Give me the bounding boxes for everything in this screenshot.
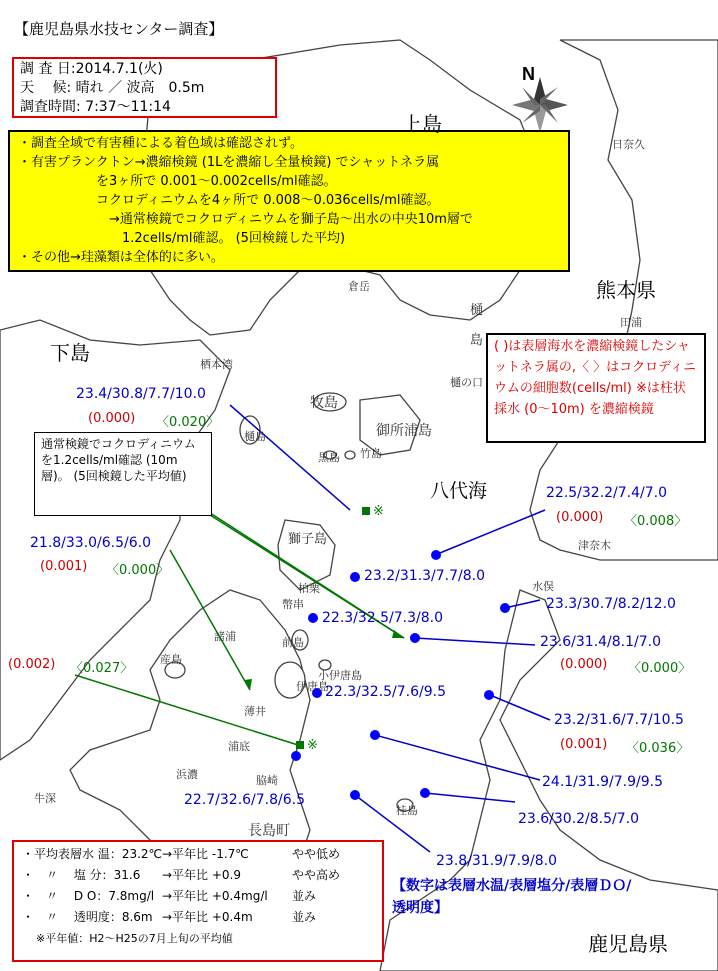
place-name: 島 <box>470 333 484 348</box>
summary-box <box>12 840 384 962</box>
column-sample-mark: ※ <box>307 738 318 753</box>
station-data: 23.3/30.7/8.2/12.0 <box>546 596 676 612</box>
station-data: 23.8/31.9/7.9/8.0 <box>436 853 558 869</box>
station-dot <box>291 751 301 761</box>
page-title: 【鹿児島県水技センター調査】 <box>14 20 224 38</box>
legend-note: ( )は表層海水を濃縮検鏡したシャットネラ属の,〈 〉はコクロディニウムの細胞数(cells/ml) ※は柱状採水 (0～10m) を濃縮検鏡 <box>486 333 706 443</box>
station-data: 23.6/30.2/8.5/7.0 <box>518 811 640 827</box>
summary-rating: 並み <box>292 889 317 903</box>
summary-rating: 並み <box>292 910 317 924</box>
station-data: 22.7/32.6/7.8/6.5 <box>184 792 306 808</box>
finding-line: を3ヶ所で 0.001～0.002cells/ml確認。 <box>18 174 337 189</box>
place-name: 牛深 <box>34 792 56 805</box>
summary-item: ・ 〃 透明度：8.6m <box>22 910 153 924</box>
place-name: 田浦 <box>620 316 642 329</box>
station-cochlodinium: 〈0.000〉 <box>106 563 170 578</box>
place-name: 黒島 <box>318 451 340 464</box>
leader-line <box>435 510 545 555</box>
station-data: 21.8/33.0/6.5/6.0 <box>30 535 152 551</box>
place-name: 竹島 <box>360 447 382 460</box>
summary-compare: →平年比 +0.4mg/l <box>162 889 268 903</box>
station-dot <box>410 633 420 643</box>
region-kagoshima: 鹿児島県 <box>588 932 668 956</box>
north-letter: N <box>522 64 535 84</box>
station-data: 24.1/31.9/7.9/9.5 <box>542 774 664 790</box>
station-chattonella: (0.001) <box>40 559 88 574</box>
summary-item: ・ 〃 D O：7.8mg/l <box>22 889 155 903</box>
summary-rating: やや高め <box>292 868 341 882</box>
survey-time: 調査時間: 7:37～11:14 <box>20 99 171 115</box>
station-data: 23.2/31.3/7.7/8.0 <box>364 568 486 584</box>
station-cochlodinium: 〈0.027〉 <box>70 661 134 676</box>
land-takeshima <box>345 451 355 459</box>
station-chattonella: (0.000) <box>556 510 604 525</box>
station-chattonella: (0.002) <box>8 657 56 672</box>
place-name: 浜濃 <box>176 768 198 781</box>
summary-compare: →平年比 +0.4m <box>162 910 253 924</box>
column-sample-marker <box>296 741 304 749</box>
station-dot <box>350 790 360 800</box>
place-name: 脇崎 <box>256 774 278 787</box>
place-name: 水俣 <box>532 580 554 593</box>
station-dot <box>308 613 318 623</box>
survey-info <box>12 57 277 118</box>
station-data: 22.5/32.2/7.4/7.0 <box>546 485 668 501</box>
sea-yatsushiro: 八代海 <box>430 480 488 502</box>
column-sample-mark: ※ <box>373 504 384 519</box>
station-cochlodinium: 〈0.020〉 <box>156 415 220 430</box>
region-kamishima: 上島 <box>402 112 442 136</box>
cochlodinium-note: 通常検鏡でコクロディニウムを1.2cells/ml確認 (10m層)。 (5回検鏡した平均値) <box>34 432 212 516</box>
finding-line: ・調査全域で有害種による着色域は確認されず。 <box>18 136 303 151</box>
place-name: 伊唐島 <box>296 680 329 693</box>
place-name: 栖本湾 <box>200 358 233 371</box>
finding-line: ・有害プランクトン→濃縮検鏡 (1Lを濃縮し全量検鏡) でシャットネラ属 <box>18 155 440 170</box>
place-name: 柏栗 <box>298 582 320 595</box>
station-dot <box>500 603 510 613</box>
station-data: 22.3/32.5/7.6/9.5 <box>325 684 447 700</box>
place-name: 小伊唐島 <box>318 669 362 682</box>
place-name: 日奈久 <box>612 138 645 151</box>
station-chattonella: (0.000) <box>560 657 608 672</box>
station-dot <box>350 572 360 582</box>
station-chattonella: (0.001) <box>560 737 608 752</box>
survey-weather: 天 候: 晴れ ／ 波高 0.5m <box>20 80 205 96</box>
station-cochlodinium: 〈0.036〉 <box>626 741 690 756</box>
finding-line: →通常検鏡でコクロディニウムを獅子島～出水の中央10m層で <box>18 212 473 227</box>
summary-row <box>22 865 374 886</box>
place-name: 津奈木 <box>578 539 611 552</box>
summary-row <box>22 844 374 865</box>
place-name: 樋 <box>470 303 484 318</box>
survey-date: 調 査 日:2014.7.1(火) <box>20 61 163 77</box>
place-name: 桂島 <box>396 804 418 817</box>
place-name: 倉岳 <box>348 280 370 293</box>
finding-line: コクロディニウムを4ヶ所で 0.008～0.036cells/ml確認。 <box>18 193 440 208</box>
station-dot <box>484 690 494 700</box>
summary-rating: やや低め <box>292 847 341 861</box>
place-name: 前島 <box>282 636 304 649</box>
place-name: 獅子島 <box>288 532 328 547</box>
summary-compare: →平年比 -1.7℃ <box>162 847 249 861</box>
station-data: 23.2/31.6/7.7/10.5 <box>554 712 684 728</box>
station-dot <box>420 788 430 798</box>
station-data: 23.6/31.4/8.1/7.0 <box>540 634 662 650</box>
finding-line: ・その他→珪藻類は全体的に多い。 <box>18 250 224 265</box>
place-name: 産島 <box>160 653 182 666</box>
summary-compare: →平年比 +0.9 <box>162 868 242 882</box>
finding-line: 1.2cells/ml確認。 (5回検鏡した平均) <box>18 231 346 246</box>
summary-note: ※平年値：H2～H25の7月上旬の平均値 <box>36 932 233 945</box>
place-name: 諸浦 <box>214 630 236 643</box>
place-name: 樋島 <box>244 430 266 443</box>
place-name: 牧島 <box>310 395 338 411</box>
place-name: 浦底 <box>228 740 250 753</box>
station-cochlodinium: 〈0.008〉 <box>624 514 688 529</box>
data-legend: 【数字は表層水温/表層塩分/表層ＤＯ/透明度】 <box>392 878 632 916</box>
place-name: 長島町 <box>248 823 290 839</box>
place-name: 御所浦島 <box>376 423 432 439</box>
findings-box <box>8 130 570 272</box>
place-name: 幣串 <box>282 598 304 611</box>
station-data: 23.4/30.8/7.7/10.0 <box>76 386 206 402</box>
summary-row <box>22 907 374 928</box>
summary-item: ・平均表層水 温：23.2℃ <box>22 847 163 861</box>
region-kumamoto: 熊本県 <box>596 278 656 302</box>
station-cochlodinium: 〈0.000〉 <box>628 661 692 676</box>
region-shimoshima: 下島 <box>50 341 90 365</box>
summary-row <box>22 886 374 907</box>
column-sample-marker <box>362 507 370 515</box>
station-dot <box>370 730 380 740</box>
arrow-icon <box>392 630 404 638</box>
station-dot <box>431 550 441 560</box>
station-chattonella: (0.000) <box>88 411 136 426</box>
place-name: 薄井 <box>244 705 266 718</box>
station-data: 22.3/32.5/7.3/8.0 <box>322 610 444 626</box>
place-name: 樋の口 <box>450 376 483 389</box>
summary-item: ・ 〃 塩 分：31.6 <box>22 868 141 882</box>
